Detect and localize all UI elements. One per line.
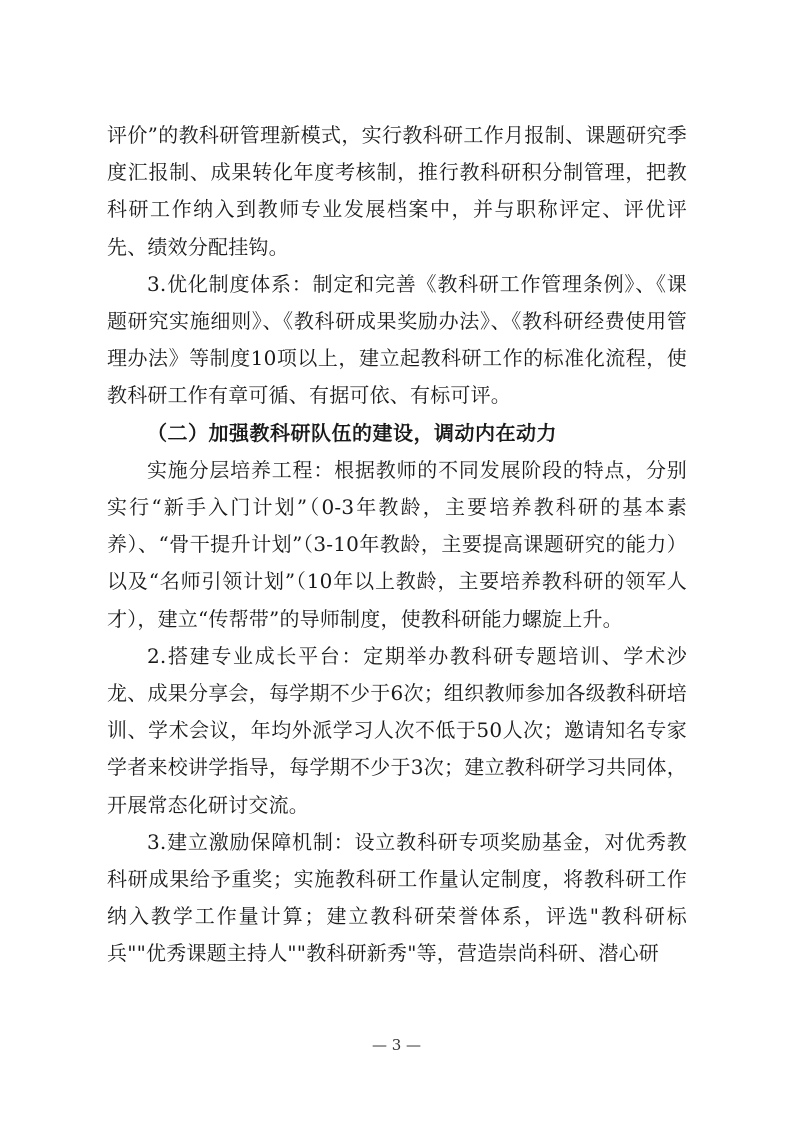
paragraph-management-model: 评价”的教科研管理新模式，实行教科研工作月报制、课题研究季度汇报制、成果转化年度考核制，推行教科研积分制管理，把教科研工作纳入到教师专业发展档案中，并与职称评定、评优评先、绩效分配挂钩。 bbox=[107, 123, 687, 259]
page-number: — 3 — bbox=[371, 1036, 422, 1054]
paragraph-layered-training: 实施分层培养工程：根据教师的不同发展阶段的特点，分别实行“新手入门计划”（0-3年教龄，主要培养教科研的基本素养）、“骨干提升计划”（3-10年教龄，主要提高课题研究的能力）以及“名师引领计划”（10年以上教龄，主要培养教科研的领军人才），建立“传帮带”的导师制度，使教科研能力螺旋上升。 bbox=[107, 457, 687, 631]
section-heading: （二）加强教科研队伍的建设，调动内在动力 bbox=[147, 420, 557, 445]
body-text bbox=[107, 117, 687, 973]
paragraph-incentive-mechanism: 3.建立激励保障机制：设立教科研专项奖励基金，对优秀教科研成果给予重奖；实施教科研工作量认定制度，将教科研工作纳入教学工作量计算；建立教科研荣誉体系，评选"教科研标兵""优秀课题主持人""教科研新秀"等，营造崇尚科研、潜心研 bbox=[107, 829, 687, 966]
paragraph-optimize-system: 3.优化制度体系：制定和完善《教科研工作管理条例》、《课题研究实施细则》、《教科研成果奖励办法》、《教科研经费使用管理办法》等制度10项以上，建立起教科研工作的标准化流程，使教科研工作有章可循、有据可依、有标可评。 bbox=[107, 271, 687, 408]
paragraph-growth-platform: 2.搭建专业成长平台：定期举办教科研专题培训、学术沙龙、成果分享会，每学期不少于6次；组织教师参加各级教科研培训、学术会议，年均外派学习人次不低于50人次；邀请知名专家学者来校讲学指导，每学期不少于3次；建立教科研学习共同体，开展常态化研讨交流。 bbox=[107, 643, 687, 817]
